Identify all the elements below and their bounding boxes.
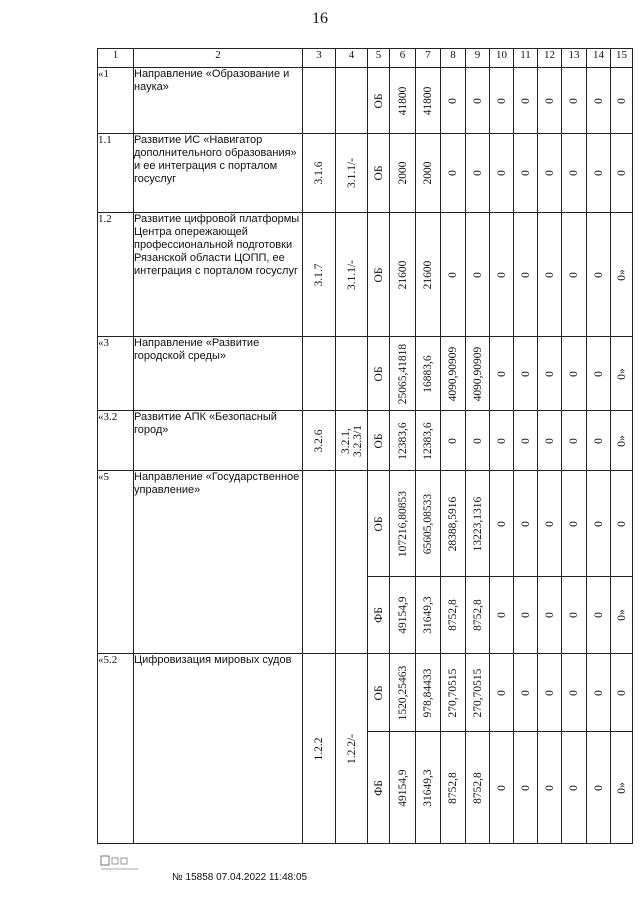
cell-text: 8752,8 [471, 599, 484, 631]
cell-text: 1.2.2/- [345, 733, 358, 764]
cell-text: 3.1.1/- [345, 157, 358, 189]
cell-text: 1.2.2 [313, 737, 325, 760]
value-cell [466, 68, 490, 134]
cell-text: 0 [543, 97, 556, 104]
cell-text: ФБ [372, 779, 385, 796]
indicator-cell [336, 654, 368, 844]
value-cell [611, 411, 633, 471]
value-cell [562, 68, 587, 134]
column-header: 2 [134, 49, 303, 68]
cell-text: 0» [615, 268, 628, 281]
table-row [98, 134, 633, 213]
cell-text: 0 [447, 170, 459, 176]
cell-text: 0 [519, 97, 532, 104]
cell-text: 0 [615, 97, 628, 104]
row-number: «5 [98, 471, 134, 654]
cell-text: 0 [592, 689, 605, 696]
cell-text: 0 [519, 520, 532, 527]
cell-text: 8752,8 [447, 599, 459, 631]
value-cell [562, 411, 587, 471]
value-cell [390, 68, 416, 134]
cell-text: 0 [543, 520, 556, 527]
column-header: 4 [336, 49, 368, 68]
cell-text: 0 [543, 689, 556, 696]
budget-source-cell [368, 68, 390, 134]
budget-source-cell [368, 732, 390, 844]
value-cell [466, 654, 490, 732]
value-cell [587, 337, 611, 411]
value-cell [562, 471, 587, 577]
budget-source-cell [368, 213, 390, 337]
value-cell [611, 134, 633, 213]
cell-text: 0 [519, 170, 532, 176]
cell-text: 0 [543, 612, 556, 618]
value-cell [441, 732, 466, 844]
cell-text: 8752,8 [471, 771, 484, 804]
cell-text: 3.2.1, 3.2.3/1 [339, 424, 364, 457]
value-cell [490, 577, 514, 654]
row-name: Направление «Развитие городской среды» [134, 337, 303, 411]
code-cell [303, 134, 336, 213]
cell-text: 270,70515 [447, 668, 459, 717]
cell-text: 978,84433 [422, 668, 434, 717]
cell-text: 0 [471, 170, 484, 176]
table-row [98, 654, 633, 732]
cell-text: 49154,9 [396, 768, 409, 807]
value-cell [466, 337, 490, 411]
cell-text: 0 [471, 271, 484, 278]
column-header: 7 [416, 49, 441, 68]
value-cell [390, 471, 416, 577]
column-header: 11 [514, 49, 538, 68]
value-cell [466, 411, 490, 471]
cell-text: 0 [495, 612, 508, 618]
value-cell [562, 577, 587, 654]
value-cell [416, 654, 441, 732]
value-cell [562, 732, 587, 844]
value-cell [514, 337, 538, 411]
cell-text: 21600 [396, 260, 409, 289]
table-row [98, 68, 633, 134]
cell-text: 0 [519, 370, 532, 377]
indicator-cell [336, 471, 368, 654]
column-header: 10 [490, 49, 514, 68]
budget-source-cell [368, 337, 390, 411]
value-cell [416, 337, 441, 411]
cell-text: 0 [519, 612, 532, 618]
cell-text: 21600 [422, 260, 434, 289]
indicator-cell [336, 337, 368, 411]
value-cell [538, 411, 562, 471]
value-cell [514, 134, 538, 213]
cell-text: 0 [568, 370, 580, 377]
cell-text: 16883,6 [422, 354, 434, 393]
cell-text: 0 [495, 689, 508, 696]
cell-text: 0» [615, 781, 628, 794]
value-cell [441, 134, 466, 213]
cell-text: 0 [447, 437, 459, 444]
cell-text: 0 [592, 271, 605, 278]
value-cell [490, 732, 514, 844]
cell-text: 0 [471, 97, 484, 104]
row-name: Направление «Образование и наука» [134, 68, 303, 134]
value-cell [390, 411, 416, 471]
cell-text: 0 [543, 784, 556, 791]
doc-number: № 15858 [172, 872, 214, 883]
column-header: 5 [368, 49, 390, 68]
value-cell [441, 213, 466, 337]
value-cell [490, 337, 514, 411]
cell-text: 2000 [396, 161, 409, 185]
column-header: 6 [390, 49, 416, 68]
cell-text: 0 [519, 689, 532, 696]
row-number: «3.2 [98, 411, 134, 471]
value-cell [587, 577, 611, 654]
value-cell [390, 213, 416, 337]
cell-text: ФБ [372, 607, 385, 623]
value-cell [514, 732, 538, 844]
row-number: «1 [98, 68, 134, 134]
cell-text: 0» [615, 367, 628, 380]
cell-text: 0 [519, 271, 532, 278]
value-cell [441, 337, 466, 411]
cell-text: 0 [543, 437, 556, 444]
value-cell [514, 411, 538, 471]
value-cell [587, 411, 611, 471]
cell-text: 0 [592, 437, 605, 444]
value-cell [611, 213, 633, 337]
cell-text: 107216,80853 [396, 490, 409, 557]
value-cell [587, 213, 611, 337]
value-cell [562, 213, 587, 337]
cell-text: 31649,3 [422, 596, 434, 634]
code-cell [303, 411, 336, 471]
value-cell [562, 337, 587, 411]
cell-text: 25065,41818 [396, 343, 409, 404]
row-number: 1.2 [98, 213, 134, 337]
budget-source-cell [368, 654, 390, 732]
cell-text: 0 [615, 520, 628, 527]
cell-text: 0 [543, 271, 556, 278]
header-row [98, 49, 633, 68]
cell-text: 0 [568, 520, 580, 527]
value-cell [390, 732, 416, 844]
cell-text: 12383,6 [396, 421, 409, 460]
value-cell [587, 732, 611, 844]
value-cell [611, 732, 633, 844]
document-footer [172, 872, 307, 883]
table-row [98, 411, 633, 471]
value-cell [611, 68, 633, 134]
column-header: 3 [303, 49, 336, 68]
cell-text: 0 [495, 520, 508, 527]
value-cell [441, 577, 466, 654]
cell-text: 0 [447, 271, 459, 278]
cell-text: ОБ [372, 165, 385, 181]
cell-text: 31649,3 [422, 768, 434, 807]
scan-stamp-logo [100, 854, 140, 874]
value-cell [466, 213, 490, 337]
cell-text: 0 [592, 370, 605, 377]
value-cell [466, 471, 490, 577]
row-number: «5.2 [98, 654, 134, 844]
value-cell [490, 411, 514, 471]
code-cell [303, 68, 336, 134]
value-cell [587, 68, 611, 134]
cell-text: 0 [495, 437, 508, 444]
cell-text: 0 [568, 612, 580, 618]
cell-text: 0 [519, 784, 532, 791]
column-header: 15 [611, 49, 633, 68]
row-name: Направление «Государственное управление» [134, 471, 303, 654]
value-cell [514, 577, 538, 654]
value-cell [441, 471, 466, 577]
cell-text: 0 [495, 784, 508, 791]
cell-text: ОБ [372, 366, 385, 381]
cell-text: ОБ [372, 267, 385, 282]
value-cell [416, 134, 441, 213]
cell-text: 0 [495, 271, 508, 278]
value-cell [466, 134, 490, 213]
budget-source-cell [368, 411, 390, 471]
cell-text: 0 [615, 689, 628, 696]
cell-text: 1520,25463 [396, 665, 409, 720]
value-cell [538, 337, 562, 411]
value-cell [416, 411, 441, 471]
table-row [98, 213, 633, 337]
cell-text: 0 [519, 437, 532, 444]
cell-text: 0 [471, 437, 484, 444]
value-cell [514, 68, 538, 134]
table-row [98, 471, 633, 577]
cell-text: 3.2.6 [313, 429, 325, 452]
cell-text: 0 [568, 437, 580, 444]
row-name: Развитие ИС «Навигатор дополнительного образования» и ее интеграция с порталом госуслуг [134, 134, 303, 213]
page-number: 16 [312, 10, 328, 27]
doc-timestamp: 07.04.2022 11:48:05 [216, 872, 308, 883]
cell-text: 28388,5916 [447, 496, 459, 551]
cell-text: 4090,90909 [447, 346, 459, 401]
cell-text: 0 [495, 97, 508, 104]
cell-text: 49154,9 [396, 596, 409, 634]
row-name: Развитие АПК «Безопасный город» [134, 411, 303, 471]
code-cell [303, 471, 336, 654]
value-cell [587, 471, 611, 577]
cell-text: 0 [447, 97, 459, 104]
column-header: 12 [538, 49, 562, 68]
indicator-cell [336, 68, 368, 134]
value-cell [441, 411, 466, 471]
row-name: Развитие цифровой платформы Центра опережающей профессиональной подготовки Рязанской области ЦОПП, ее интеграция с порталом госуслуг [134, 213, 303, 337]
value-cell [390, 654, 416, 732]
indicator-cell [336, 411, 368, 471]
code-cell [303, 213, 336, 337]
value-cell [441, 654, 466, 732]
value-cell [390, 134, 416, 213]
column-header: 14 [587, 49, 611, 68]
value-cell [562, 134, 587, 213]
cell-text: 0» [615, 434, 628, 447]
cell-text: 0 [568, 689, 580, 696]
cell-text: 270,70515 [471, 668, 484, 717]
cell-text: 0 [568, 784, 580, 791]
cell-text: 3.1.6 [313, 161, 325, 185]
column-header: 9 [466, 49, 490, 68]
column-header: 8 [441, 49, 466, 68]
value-cell [490, 471, 514, 577]
value-cell [611, 654, 633, 732]
cell-text: 0» [615, 609, 628, 621]
value-cell [416, 732, 441, 844]
budget-source-cell [368, 134, 390, 213]
value-cell [538, 654, 562, 732]
cell-text: 0 [592, 520, 605, 527]
cell-text: 0 [543, 170, 556, 176]
budget-table [97, 48, 633, 844]
value-cell [441, 68, 466, 134]
value-cell [538, 213, 562, 337]
value-cell [587, 134, 611, 213]
cell-text: ОБ [372, 93, 385, 108]
row-number: «3 [98, 337, 134, 411]
cell-text: 8752,8 [447, 771, 459, 804]
value-cell [490, 213, 514, 337]
cell-text: 0 [568, 170, 580, 176]
value-cell [538, 68, 562, 134]
cell-text: 0 [592, 170, 605, 176]
cell-text: 0 [568, 97, 580, 104]
value-cell [514, 213, 538, 337]
row-name: Цифровизация мировых судов [134, 654, 303, 844]
column-header: 1 [98, 49, 134, 68]
column-header: 13 [562, 49, 587, 68]
code-cell [303, 654, 336, 844]
value-cell [416, 68, 441, 134]
row-number: 1.1 [98, 134, 134, 213]
value-cell [538, 732, 562, 844]
cell-text: 0 [615, 170, 628, 176]
cell-text: 41800 [422, 86, 434, 115]
cell-text: 41800 [396, 86, 409, 115]
indicator-cell [336, 213, 368, 337]
cell-text: ОБ [372, 685, 385, 700]
code-cell [303, 337, 336, 411]
value-cell [514, 654, 538, 732]
value-cell [490, 654, 514, 732]
cell-text: 0 [592, 784, 605, 791]
cell-text: 0 [495, 370, 508, 377]
value-cell [466, 577, 490, 654]
value-cell [611, 577, 633, 654]
cell-text: ОБ [372, 433, 385, 448]
cell-text: 3.1.7 [313, 263, 325, 286]
budget-source-cell [368, 471, 390, 577]
cell-text: 0 [592, 97, 605, 104]
budget-source-cell [368, 577, 390, 654]
value-cell [390, 577, 416, 654]
cell-text: 2000 [422, 161, 434, 185]
table-row [98, 337, 633, 411]
value-cell [416, 213, 441, 337]
value-cell [538, 577, 562, 654]
value-cell [587, 654, 611, 732]
value-cell [390, 337, 416, 411]
value-cell [538, 471, 562, 577]
value-cell [611, 337, 633, 411]
cell-text: 13223,1316 [471, 496, 484, 551]
value-cell [466, 732, 490, 844]
value-cell [514, 471, 538, 577]
cell-text: 0 [568, 271, 580, 278]
cell-text: ОБ [372, 516, 385, 531]
cell-text: 4090,90909 [471, 346, 484, 401]
cell-text: 3.1.1/- [345, 259, 358, 290]
cell-text: 12383,6 [422, 421, 434, 460]
cell-text: 0 [495, 170, 508, 176]
cell-text: 65605,08533 [422, 493, 434, 554]
value-cell [490, 68, 514, 134]
cell-text: 0 [543, 370, 556, 377]
value-cell [416, 577, 441, 654]
cell-text: 0 [592, 612, 605, 618]
value-cell [538, 134, 562, 213]
value-cell [416, 471, 441, 577]
value-cell [611, 471, 633, 577]
value-cell [490, 134, 514, 213]
value-cell [562, 654, 587, 732]
indicator-cell [336, 134, 368, 213]
